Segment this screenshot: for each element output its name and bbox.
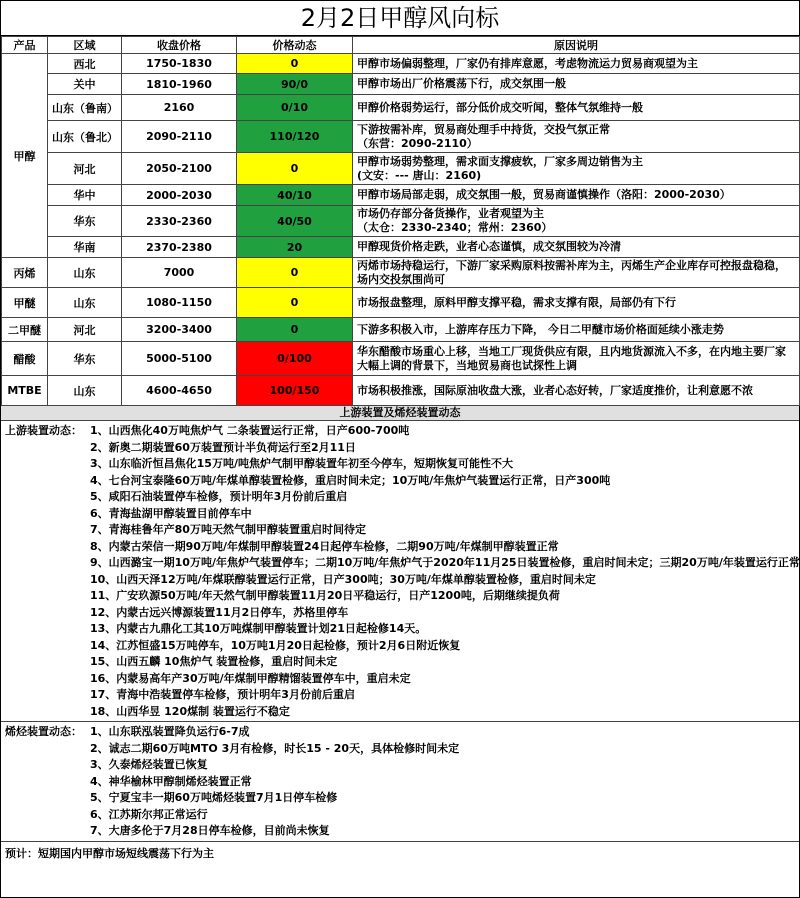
- device-status-text: 4、七台河宝泰隆60万吨/年煤单醇装置检修，重启时间未定；10万吨/年焦炉气装置运行正常，日产300吨: [90, 473, 611, 487]
- region-cell: 山东（鲁北）: [48, 121, 122, 153]
- device-status-text: 6、青海盐湖甲醇装置目前停车中: [90, 506, 252, 520]
- device-status-text: 5、宁夏宝丰一期60万吨烯烃装置7月1日停车检修: [90, 791, 338, 804]
- device-status-item: [5, 790, 795, 807]
- region-cell: 华南: [48, 237, 122, 258]
- change-cell: 0/10: [237, 95, 353, 121]
- device-status-item: [5, 588, 795, 605]
- page-title: 2月2日甲醇风向标: [1, 1, 799, 36]
- device-status-item: [5, 473, 795, 490]
- table-row: [2, 206, 800, 237]
- reason-line: （太仓：2330-2340；常州：2360）: [357, 221, 553, 234]
- table-row: [2, 237, 800, 258]
- device-status-text: 1、山西焦化40万吨焦炉气 二条装置运行正常，日产600-700吨: [90, 424, 410, 437]
- change-cell: 0: [237, 288, 353, 318]
- region-cell: 山东: [48, 288, 122, 318]
- reason-cell: [353, 54, 800, 74]
- device-status-text: 18、山西华昱 120煤制 装置运行不稳定: [90, 704, 290, 718]
- device-status-item: [5, 539, 795, 556]
- table-row: [2, 185, 800, 206]
- upstream-block: [1, 421, 799, 722]
- device-status-item: [5, 423, 795, 440]
- device-status-item: [5, 823, 795, 840]
- device-status-text: 1、山东联泓装置降负运行6-7成: [90, 725, 250, 738]
- change-cell: 0: [237, 153, 353, 185]
- device-status-item: [5, 506, 795, 523]
- device-status-text: 8、内蒙古荣信一期90万吨/年煤制甲醇装置24日起停车检修，二期90万吨/年煤制甲醇装置正常: [90, 539, 559, 553]
- device-status-item: [5, 757, 795, 774]
- device-status-item: [5, 572, 795, 589]
- device-status-item: [5, 555, 800, 572]
- change-cell: 20: [237, 237, 353, 258]
- region-cell: 华中: [48, 185, 122, 206]
- reason-line: 甲醇市场弱势整理，需求面支撑疲软，厂家多周边销售为主: [357, 154, 643, 168]
- reason-line: 下游按需补库，贸易商处理手中持货，交投气氛正常: [357, 122, 610, 136]
- section-title: 上游装置及烯烃装置动态: [1, 406, 799, 421]
- price-cell: 2330-2360: [122, 206, 237, 237]
- region-cell: 西北: [48, 54, 122, 74]
- device-status-item: [5, 605, 795, 622]
- device-status-item: [5, 489, 795, 506]
- device-status-text: 2、诚志二期60万吨MTO 3月有检修，时长15 - 20天，具体检修时间未定: [90, 741, 460, 755]
- device-status-text: 5、咸阳石油装置停车检修，预计明年3月份前后重启: [90, 490, 348, 503]
- device-status-text: 15、山西五麟 10焦炉气 装置检修，重启时间未定: [90, 655, 338, 668]
- price-cell: 2000-2030: [122, 185, 237, 206]
- reason-line: 市场积极推涨，国际原油收盘大涨，业者心态好转，厂家适度推价，让利意愿不浓: [357, 383, 753, 397]
- region-cell: 山东（鲁南）: [48, 95, 122, 121]
- price-cell: 1080-1150: [122, 288, 237, 318]
- device-status-text: 4、神华榆林甲醇制烯烃装置正常: [90, 774, 252, 788]
- device-status-item: [5, 687, 795, 704]
- region-cell: 山东: [48, 376, 122, 406]
- reason-line: 甲醇现货价格走跌，业者心态谨慎，成交氛围较为冷清: [357, 240, 621, 253]
- reason-line: 华东醋酸市场重心上移，当地工厂现货供应有限，且内地货源流入不多，在内地主要厂家大幅上调的背景下，当地贸易商也试探性上调: [357, 344, 786, 372]
- device-status-text: 13、内蒙古九鼎化工其10万吨煤制甲醇装置计划21日起检修14天。: [90, 622, 427, 635]
- block-label: 烯烃装置动态：: [5, 725, 82, 738]
- device-status-text: 2、新奥二期装置60万装置预计半负荷运行至2月11日: [90, 440, 356, 454]
- table-row: [2, 121, 800, 153]
- device-status-item: [5, 621, 795, 638]
- device-status-text: 7、大唐多伦于7月28日停车检修，目前尚未恢复: [90, 824, 330, 837]
- reason-line: 市场仍存部分备货操作，业者观望为主: [357, 207, 544, 220]
- header-reason: 原因说明: [353, 37, 800, 54]
- device-status-text: 16、内蒙易高年产30万吨/年煤制甲醇精馏装置停车中，重启未定: [90, 671, 411, 685]
- device-status-text: 3、山东临沂恒昌焦化15万吨/吨焦炉气制甲醇装置年初至今停车，短期恢复可能性不大: [90, 457, 513, 470]
- price-cell: 2090-2110: [122, 121, 237, 153]
- product-cell: MTBE: [2, 376, 48, 406]
- reason-line: 甲醇市场出厂价格震荡下行，成交氛围一般: [357, 77, 566, 90]
- forecast-text: 预计：短期国内甲醇市场短线震荡下行为主: [5, 846, 214, 860]
- reason-cell: [353, 318, 800, 342]
- device-status-item: [5, 671, 795, 688]
- device-status-item: [5, 724, 795, 741]
- device-status-item: [5, 704, 795, 721]
- change-cell: 40/50: [237, 206, 353, 237]
- change-cell: 0: [237, 258, 353, 288]
- device-status-item: [5, 807, 795, 824]
- reason-line: 甲醇价格弱势运行，部分低价成交听闻，整体气氛维持一般: [357, 100, 643, 114]
- region-cell: 山东: [48, 258, 122, 288]
- table-row: [2, 54, 800, 74]
- reason-line: 市场报盘整理，原料甲醇支撑平稳，需求支撑有限，局部仍有下行: [357, 295, 676, 309]
- reason-cell: [353, 153, 800, 185]
- product-cell: 甲醚: [2, 288, 48, 318]
- table-row: [2, 318, 800, 342]
- device-status-item: [5, 741, 795, 758]
- reason-line: (文安：--- 唐山：2160): [357, 168, 482, 182]
- block-label: 上游装置动态：: [5, 424, 82, 437]
- change-cell: 0: [237, 318, 353, 342]
- change-cell: 90/0: [237, 74, 353, 95]
- product-cell: 二甲醚: [2, 318, 48, 342]
- device-status-item: [5, 774, 795, 791]
- price-cell: 1750-1830: [122, 54, 237, 74]
- device-status-item: [5, 654, 795, 671]
- reason-cell: [353, 342, 800, 376]
- reason-cell: [353, 237, 800, 258]
- table-body: [2, 54, 800, 406]
- device-status-item: [5, 638, 795, 655]
- price-table: [1, 36, 800, 406]
- price-cell: 2370-2380: [122, 237, 237, 258]
- price-cell: 2160: [122, 95, 237, 121]
- table-row: [2, 288, 800, 318]
- device-status-item: [5, 522, 795, 539]
- region-cell: 河北: [48, 318, 122, 342]
- device-status-text: 10、山西天泽12万吨/年煤联醇装置运行正常，日产300吨；30万吨/年煤单醇装置检修，重启时间未定: [90, 572, 596, 586]
- header-change: 价格动态: [237, 37, 353, 54]
- reason-line: 甲醇市场局部走弱，成交氛围一般，贸易商谨慎操作（洛阳：2000-2030）: [357, 188, 731, 201]
- reason-cell: [353, 121, 800, 153]
- price-cell: 1810-1960: [122, 74, 237, 95]
- device-status-item: [5, 440, 795, 457]
- header-price: 收盘价格: [122, 37, 237, 54]
- region-cell: 河北: [48, 153, 122, 185]
- reason-cell: [353, 206, 800, 237]
- price-cell: 7000: [122, 258, 237, 288]
- device-status-text: 17、青海中浩装置停车检修，预计明年3月份前后重启: [90, 688, 355, 701]
- table-row: [2, 74, 800, 95]
- region-cell: 华东: [48, 342, 122, 376]
- change-cell: 110/120: [237, 121, 353, 153]
- region-cell: 华东: [48, 206, 122, 237]
- device-status-text: 11、广安玖源50万吨/年天然气制甲醇装置11月20日平稳运行，日产1200吨，后期继续提负荷: [90, 589, 560, 602]
- reason-line: 丙烯市场持稳运行，下游厂家采购原料按需补库为主，丙烯生产企业库存可控报盘稳稳，场内交投氛围尚可: [357, 258, 786, 286]
- device-status-text: 3、久泰烯烃装置已恢复: [90, 758, 208, 771]
- device-status-text: 6、江苏斯尔邦正常运行: [90, 807, 208, 821]
- reason-cell: [353, 258, 800, 288]
- reason-cell: [353, 95, 800, 121]
- device-status-text: 7、青海桂鲁年产80万吨天然气制甲醇装置重启时间待定: [90, 523, 366, 536]
- change-cell: 40/10: [237, 185, 353, 206]
- change-cell: 0: [237, 54, 353, 74]
- table-row: [2, 153, 800, 185]
- reason-cell: [353, 376, 800, 406]
- product-cell: 丙烯: [2, 258, 48, 288]
- device-status-item: [5, 456, 795, 473]
- reason-line: （东营：2090-2110）: [357, 136, 478, 150]
- reason-cell: [353, 185, 800, 206]
- header-product: 产品: [2, 37, 48, 54]
- device-status-text: 9、山西潞宝一期10万吨/年焦炉气装置停车；二期10万吨/年焦炉气于2020年11月25日装置检修，重启时间未定；三期20万吨/年装置运行正常: [90, 556, 800, 569]
- device-status-text: 12、内蒙古远兴博源装置11月2日停车，苏格里停车: [90, 605, 349, 619]
- reason-line: 下游多积极入市，上游库存压力下降， 今日二甲醚市场价格面延续小涨走势: [357, 322, 724, 336]
- price-cell: 3200-3400: [122, 318, 237, 342]
- table-row: [2, 376, 800, 406]
- header-region: 区域: [48, 37, 122, 54]
- reason-cell: [353, 288, 800, 318]
- price-cell: 2050-2100: [122, 153, 237, 185]
- region-cell: 关中: [48, 74, 122, 95]
- table-row: [2, 342, 800, 376]
- change-cell: 0/100: [237, 342, 353, 376]
- product-cell: 醋酸: [2, 342, 48, 376]
- price-cell: 4600-4650: [122, 376, 237, 406]
- table-row: [2, 258, 800, 288]
- reason-cell: [353, 74, 800, 95]
- device-status-text: 14、江苏恒盛15万吨停车，10万吨1月20日起检修，预计2月6日附近恢复: [90, 638, 461, 652]
- table-header-row: [2, 37, 800, 54]
- table-row: [2, 95, 800, 121]
- product-cell: 甲醇: [2, 54, 48, 258]
- reason-line: 甲醇市场偏弱整理，厂家仍有排库意愿，考虑物流运力贸易商观望为主: [357, 56, 698, 70]
- olefin-block: [1, 722, 799, 842]
- price-cell: 5000-5100: [122, 342, 237, 376]
- change-cell: 100/150: [237, 376, 353, 406]
